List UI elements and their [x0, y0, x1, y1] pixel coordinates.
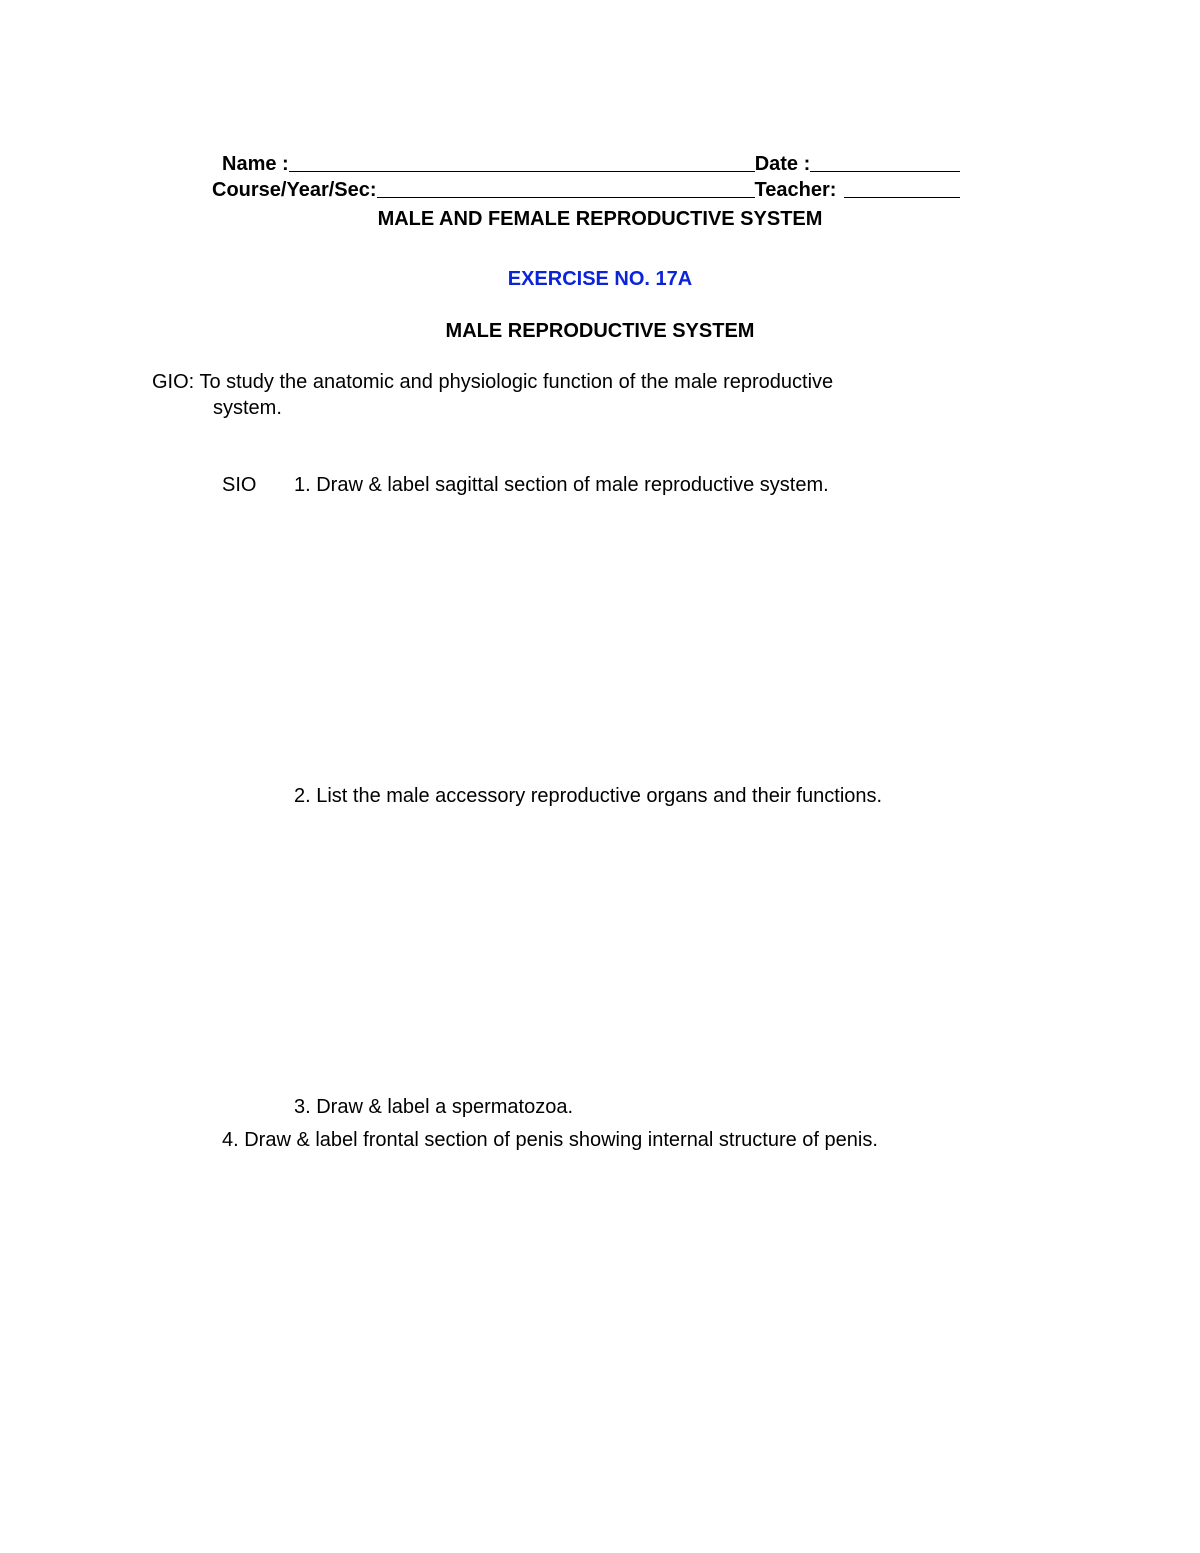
- sio-item-2: 2. List the male accessory reproductive organs and their functions.: [294, 785, 883, 807]
- name-label: Name :: [222, 153, 289, 175]
- gio-line-1: [152, 370, 833, 394]
- page-title: MALE AND FEMALE REPRODUCTIVE SYSTEM: [377, 208, 823, 230]
- gio-text-2: system.: [213, 397, 282, 419]
- course-field[interactable]: [377, 179, 755, 198]
- course-row: [212, 178, 960, 202]
- gio-label: GIO:: [152, 371, 195, 393]
- sio-item-3: 3. Draw & label a spermatozoa.: [294, 1096, 574, 1118]
- sio-item-4: 4. Draw & label frontal section of penis showing internal structure of penis.: [222, 1129, 878, 1151]
- sio-label: SIO: [222, 474, 257, 496]
- course-label: Course/Year/Sec:: [212, 179, 377, 201]
- sio-item-1: 1. Draw & label sagittal section of male reproductive system.: [294, 474, 829, 496]
- name-field[interactable]: [289, 153, 755, 172]
- date-label: Date :: [754, 153, 811, 175]
- teacher-label: Teacher:: [754, 179, 837, 201]
- exercise-number: EXERCISE NO. 17A: [507, 268, 693, 290]
- teacher-field[interactable]: [844, 179, 960, 198]
- section-subtitle: MALE REPRODUCTIVE SYSTEM: [445, 320, 755, 342]
- gio-text-1: To study the anatomic and physiologic function of the male reproductive: [199, 371, 834, 393]
- date-field[interactable]: [810, 153, 960, 172]
- name-row: [222, 152, 960, 176]
